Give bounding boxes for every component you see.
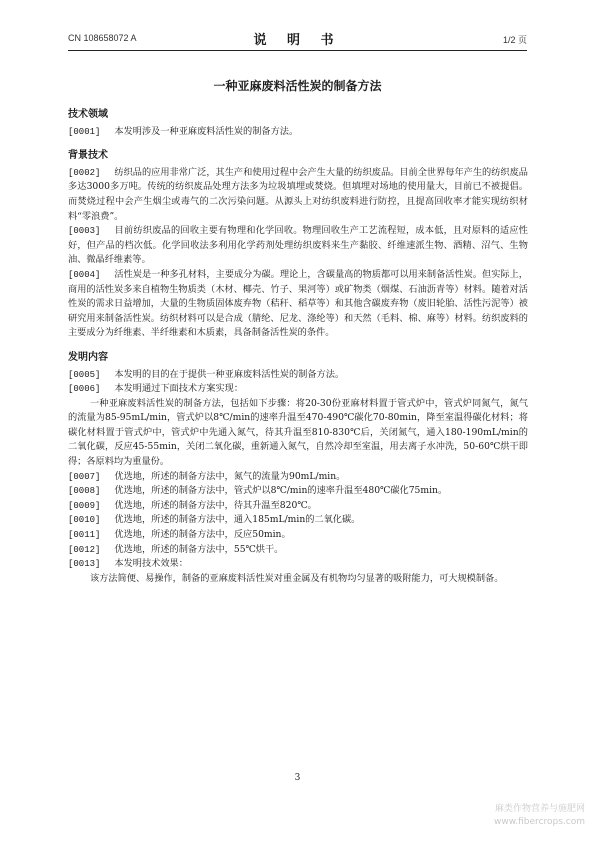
document-title: 一种亚麻废料活性炭的制备方法 xyxy=(213,79,382,93)
watermark-site-name: 麻类作物营养与施肥网 xyxy=(494,804,585,814)
paragraph-0002 xyxy=(68,166,528,224)
section-heading-background: 背景技术 xyxy=(68,150,108,162)
paragraph-0010 xyxy=(68,513,528,528)
page-number: 3 xyxy=(294,773,301,783)
paragraph-0013-continued: 该方法简便、易操作，制备的亚麻废料活性炭对重金属及有机物均匀显著的吸附能力，可大规模制备。 xyxy=(90,572,504,584)
paragraph-0004 xyxy=(68,268,528,341)
paragraph-0006 xyxy=(68,382,528,397)
paragraph-number: [0005] xyxy=(68,369,101,380)
paragraph-number: [0003] xyxy=(68,226,101,237)
section-heading-invention: 发明内容 xyxy=(68,351,108,363)
paragraph-text: 优选地，所述的制备方法中，通入185mL/min的二氧化碳。 xyxy=(114,514,361,526)
paragraph-text: 优选地，所述的制备方法中，管式炉以8℃/min的速率升温至480℃碳化75min。 xyxy=(114,485,448,497)
paragraph-text: 目前纺织废品的回收主要有物理和化学回收。物理回收生产工艺流程短，成本低，且对原料的适应性好，但产品的档次低。化学回收法多利用化学药剂处理纺织废料来生产黏胶、纤维速派生物、酒精、沼气、生物油、微晶纤维素等。 xyxy=(68,225,528,266)
paragraph-text: 纺织品的应用非常广泛，其生产和使用过程中会产生大量的纺织废品。目前全世界每年产生的纺织废品多达3000多万吨。传统的纺织废品处理方法多为垃圾填埋或焚烧。但填埋对场地的使用量大，目前已不被提倡。而焚烧过程中会产生烟尘或毒气的二次污染问题。从源头上对纺织废料进行防控，且提高回收率才能实现纺织材料“零浪费”。 xyxy=(68,166,528,222)
paragraph-0011 xyxy=(68,528,528,543)
paragraph-0001 xyxy=(68,125,528,140)
paragraph-text: 本发明通过下面技术方案实现： xyxy=(114,383,244,395)
watermark-url: www.fibercrops.com xyxy=(494,817,585,827)
paragraph-number: [0010] xyxy=(68,515,101,526)
paragraph-0008 xyxy=(68,484,528,499)
paragraph-text: 优选地，所述的制备方法中，55℃烘干。 xyxy=(114,543,284,555)
paragraph-0005 xyxy=(68,368,528,383)
paragraph-text: 本发明的目的在于提供一种亚麻废料活性炭的制备方法。 xyxy=(114,368,345,380)
paragraph-text: 优选地，所述的制备方法中，待其升温至820℃。 xyxy=(114,499,317,511)
paragraph-number: [0008] xyxy=(68,486,101,497)
paragraph-text: 优选地，所述的制备方法中，反应50min。 xyxy=(114,529,291,541)
paragraph-number: [0009] xyxy=(68,500,101,511)
section-heading-tech-field: 技术领域 xyxy=(68,109,108,120)
paragraph-number: [0002] xyxy=(68,167,101,178)
paragraph-number: [0011] xyxy=(68,530,101,541)
paragraph-number: [0013] xyxy=(68,559,101,570)
paragraph-number: [0007] xyxy=(68,471,101,482)
watermark xyxy=(494,803,585,829)
paragraph-text: 活性炭是一种多孔材料，主要成分为碳。理论上，含碳量高的物质都可以用来制备活性炭。但实际上，商用的活性炭多来自植物生物质类（木材、椰壳、竹子、果河等）或矿物类（烟煤、石油沥青等）材料。随着对活性炭的需求日益增加，大量的生物质固体废弃物（秸秆、稻草等）和其他含碳废弃物（废旧轮胎、活性污泥等）被研究用来制备活性炭。纺织材料可以是合成（腈纶、尼龙、涤纶等）和天然（毛料、棉、麻等）材料。纺织废料的主要成分为纤维素、半纤维素和木质素，具备制备活性炭的条件。 xyxy=(68,268,528,339)
paragraph-0009 xyxy=(68,499,528,514)
document-type: 说 明 书 xyxy=(253,33,342,48)
paragraph-0007 xyxy=(68,470,528,485)
paragraph-0003 xyxy=(68,224,528,268)
paragraph-number: [0001] xyxy=(68,126,101,137)
header-rule xyxy=(68,50,527,51)
paragraph-0012 xyxy=(68,543,528,558)
paragraph-text: 优选地，所述的制备方法中，氮气的流量为90mL/min。 xyxy=(114,470,346,482)
paragraph-0006-continued: 一种亚麻废料活性炭的制备方法，包括如下步骤：将20-30份亚麻材料置于管式炉中，管式炉同氮气，氮气的流量为85-95mL/min，管式炉以8℃/min的速率升温至470-490℃碳化70-80min，降至室温得碳化材料；将碳化材料置于管式炉中，管式炉中先通入氮气，待其升温至810-830℃后，关闭氮气，通入180-190mL/min的二氧化碳，反应45-55min，关闭二氧化碳，重新通入氮气，自然冷却至室温，用去离子水冲洗，50-60℃烘干即得；各原料均为重量份。 xyxy=(68,397,528,468)
paragraph-text: 本发明技术效果： xyxy=(114,558,188,570)
paragraph-text: 本发明涉及一种亚麻废料活性炭的制备方法。 xyxy=(114,125,299,137)
paragraph-number: [0006] xyxy=(68,384,101,395)
page-indicator: 1/2 页 xyxy=(502,35,527,45)
document-body xyxy=(68,108,528,586)
paragraph-0013 xyxy=(68,557,528,572)
publication-number: CN 108658072 A xyxy=(68,33,137,43)
paragraph-number: [0012] xyxy=(68,544,101,555)
paragraph-number: [0004] xyxy=(68,269,101,280)
